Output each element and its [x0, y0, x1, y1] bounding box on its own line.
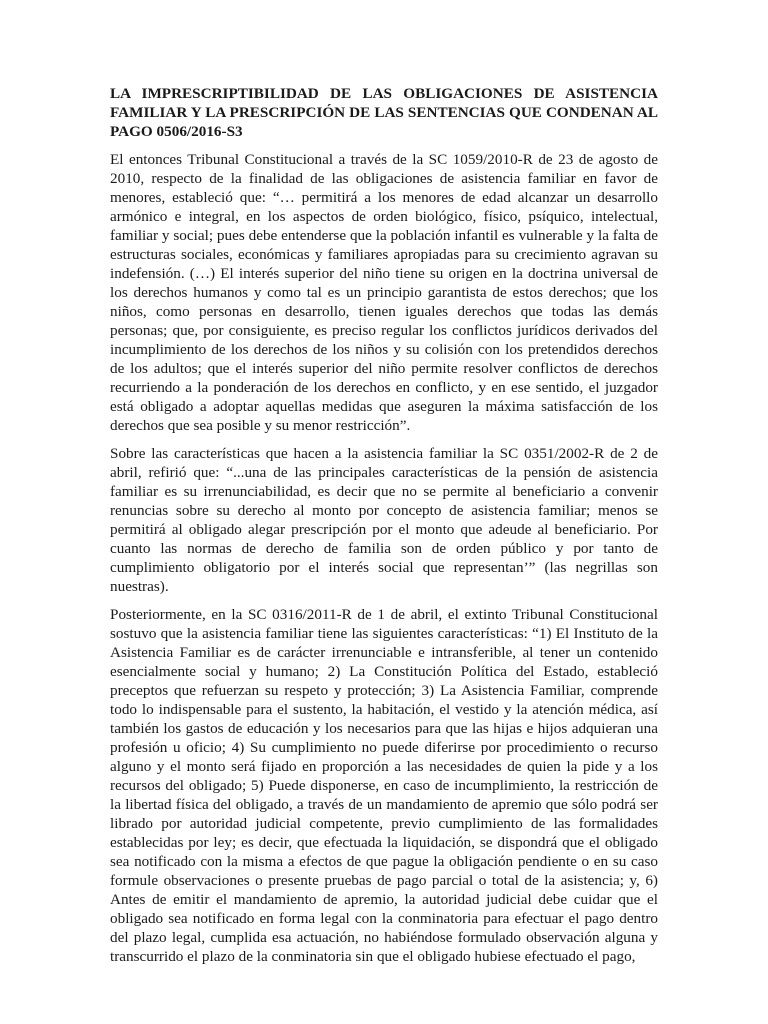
paragraph-sc-0316: Posteriormente, en la SC 0316/2011-R de 1 de abril, el extinto Tribunal Constitucional sostuvo que la asistencia familiar tiene las siguientes características: “1) El Instituto de la Asistencia Familiar es de carácter irrenunciable e intransferible, al tener un contenido esencialmente social y humano; 2) La Constitución Política del Estado, estableció preceptos que refuerzan su respeto y protección; 3) La Asistencia Familiar, comprende todo lo indispensable para el sustento, la habitación, el vestido y la atención médica, así también los gastos de educación y los necesarios para que las hijas e hijos adquieran una profesión u oficio; 4) Su cumplimiento no puede diferirse por procedimiento o recurso alguno y el monto será fijado en proporción a las necesidades de quien la pide y a los recursos del obligado; 5) Puede disponerse, en caso de incumplimiento, la restricción de la libertad física del obligado, a través de un mandamiento de apremio que sólo podrá ser librado por autoridad judicial competente, previo cumplimiento de las formalidades establecidas por ley; es decir, que efectuada la liquidación, se dispondrá que el obligado sea notificado con la misma a efectos de que pague la obligación pendiente o en su caso formule observaciones o presente pruebas de pago parcial o total de la asistencia; y, 6) Antes de emitir el mandamiento de apremio, la autoridad judicial debe cuidar que el obligado sea notificado en forma legal con la conminatoria para efectuar el pago dentro del plazo legal, cumplida esa actuación, no habiéndose formulado observación alguna y transcurrido el plazo de la conminatoria sin que el obligado hubiese efectuado el pago, [110, 606, 658, 965]
paragraph-caracteristicas-sc-0351: Sobre las características que hacen a la asistencia familiar la SC 0351/2002-R de 2 de abril, refirió que: “...una de las principales características de la pensión de asistencia familiar es su irrenunciabilidad, es decir que no se permite al beneficiario a convenir renuncias sobre su derecho al monto por concepto de asistencia familiar; menos se permitirá al obligado alegar prescripción por el monto que adeude al beneficiario. Por cuanto las normas de derecho de familia son de orden público y por tanto de cumplimiento obligatorio por el interés social que representan’” (las negrillas son nuestras). [110, 445, 658, 595]
document-title: LA IMPRESCRIPTIBILIDAD DE LAS OBLIGACIONES DE ASISTENCIA FAMILIAR Y LA PRESCRIPCIÓN DE LAS SENTENCIAS QUE CONDENAN AL PAGO 0506/2016-S3 [110, 85, 658, 140]
paragraph-tribunal-sc-1059: El entonces Tribunal Constitucional a través de la SC 1059/2010-R de 23 de agosto de 2010, respecto de la finalidad de las obligaciones de asistencia familiar en favor de menores, estableció que: “… permitirá a los menores de edad alcanzar un desarrollo armónico e integral, en los aspectos de orden biológico, físico, psíquico, intelectual, familiar y social; pues debe entenderse que la población infantil es vulnerable y la falta de estructuras sociales, económicas y familiares apropiadas para su crecimiento agravan su indefensión. (…) El interés superior del niño tiene su origen en la doctrina universal de los derechos humanos y como tal es un principio garantista de estos derechos; que los niños, como personas en desarrollo, tienen iguales derechos que todas las demás personas; que, por consiguiente, es preciso regular los conflictos jurídicos derivados del incumplimiento de los derechos de los niños y su colisión con los pretendidos derechos de los adultos; que el interés superior del niño permite resolver conflictos de derechos recurriendo a la ponderación de los derechos en conflicto, y en ese sentido, el juzgador está obligado a adoptar aquellas medidas que aseguren la máxima satisfacción de los derechos que sea posible y su menor restricción”. [110, 151, 658, 434]
